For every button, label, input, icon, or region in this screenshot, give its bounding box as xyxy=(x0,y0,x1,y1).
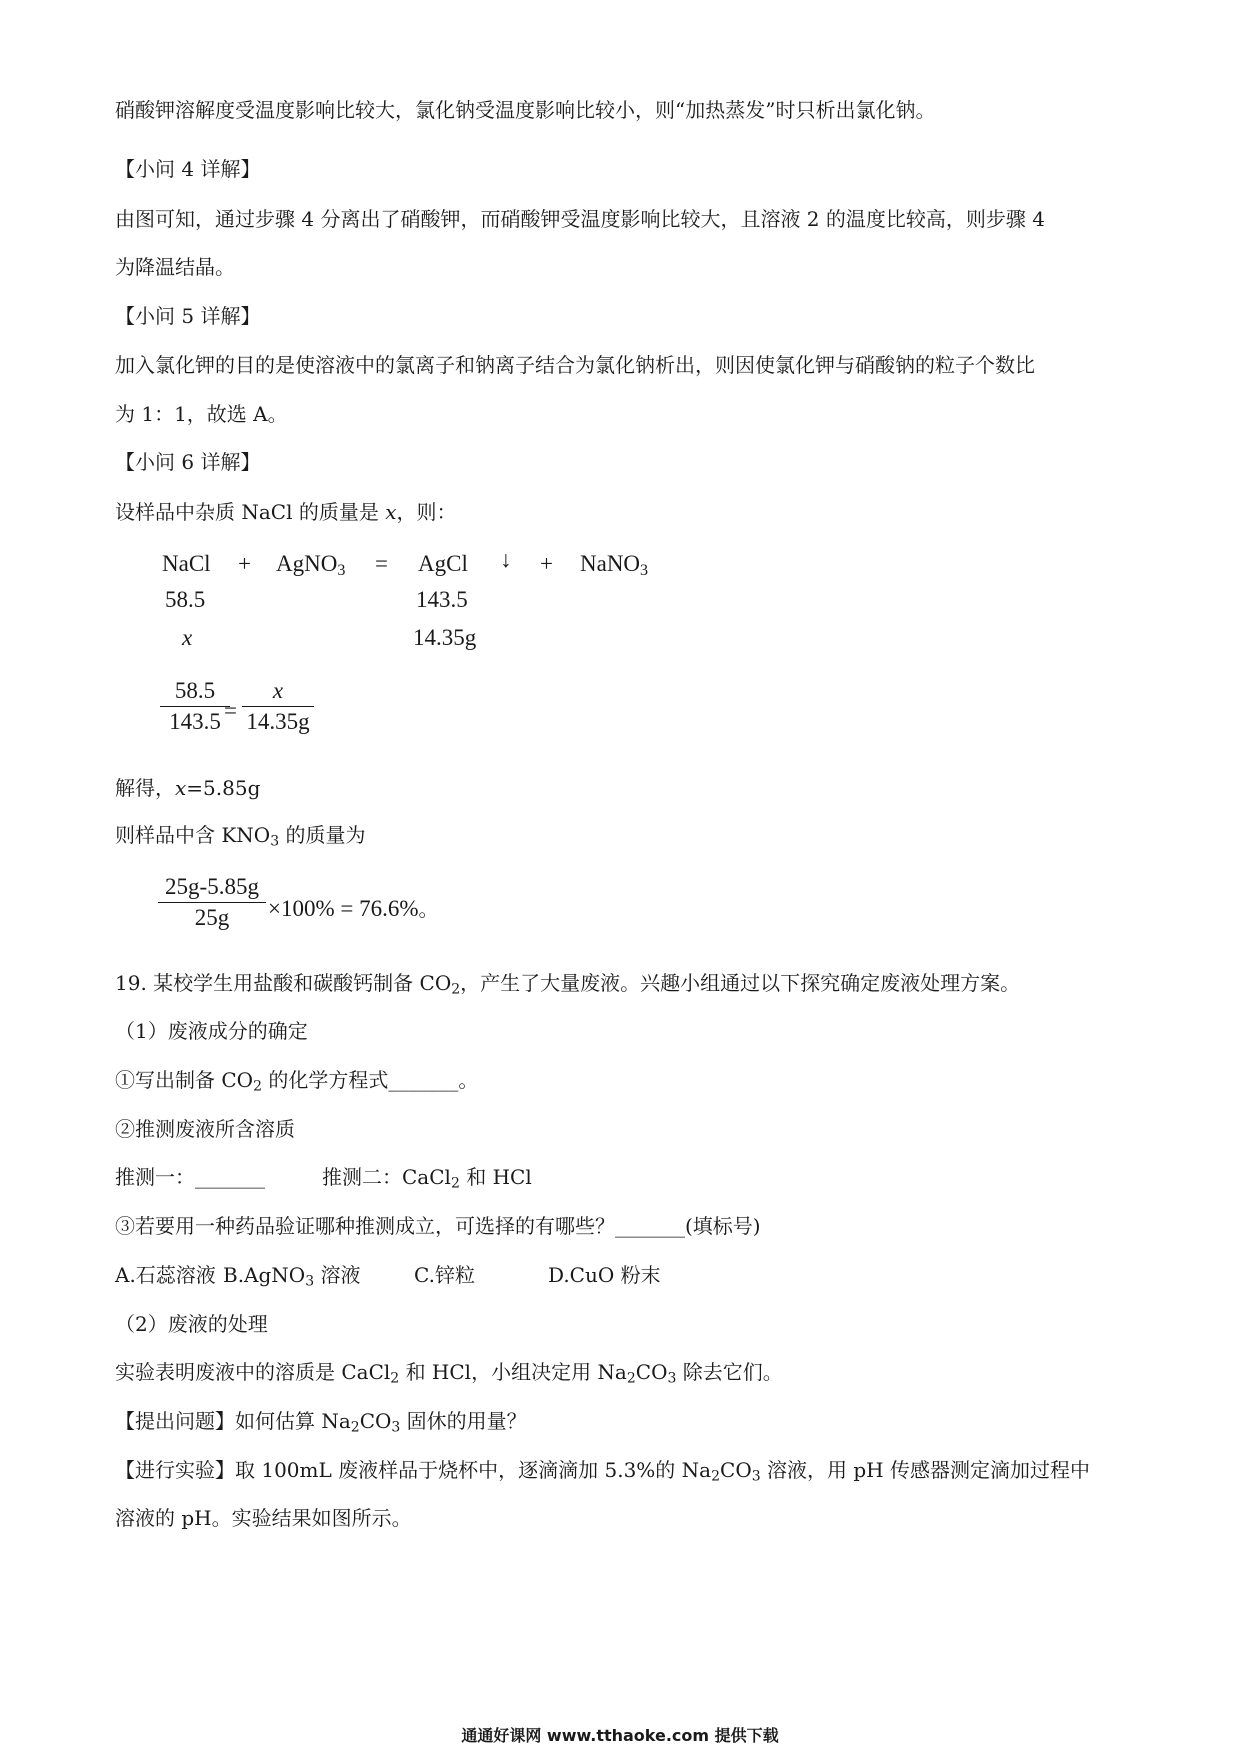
molar-mass-nacl: 58.5 xyxy=(165,587,206,612)
guess-one: 推测一：_______ xyxy=(115,1165,265,1189)
section-heading-q4: 【小问 4 详解】 xyxy=(115,157,261,181)
option-d: D.CuO 粉末 xyxy=(548,1263,661,1287)
text-line: 【提出问题】如何估算 $Na_2CO_3$ 固休的用量？ xyxy=(115,1409,527,1436)
section-heading-q6: 【小问 6 详解】 xyxy=(115,450,261,474)
unknown-x: x xyxy=(182,625,193,650)
percent-result: ×100% = 76.6%。 xyxy=(268,896,439,921)
equals-sign: = xyxy=(224,698,237,723)
text-line: 由图可知，通过步骤 4 分离出了硝酸钾，而硝酸钾受温度影响比较大，且溶液 2 的温度比较高，则步骤 4 xyxy=(115,207,1045,231)
text-line: ②推测废液所含溶质 xyxy=(115,1117,295,1141)
text-line: （1）废液成分的确定 xyxy=(115,1019,308,1043)
page-footer: 通通好课网 www.tthaoke.com 提供下载 xyxy=(461,1726,779,1745)
formula-agno3: AgNO$_3$ xyxy=(276,551,346,580)
equals-sign: = xyxy=(375,551,388,576)
text-line: 加入氯化钾的目的是使溶液中的氯离子和钠离子结合为氯化钠析出，则因使氯化钾与硝酸钠的粒子个数比 xyxy=(115,353,1035,377)
given-mass-agcl: 14.35g xyxy=(413,625,477,650)
text-line: （2）废液的处理 xyxy=(115,1312,268,1336)
text-line: 解得，x=5.85g xyxy=(115,776,261,800)
text-line: 【进行实验】取 100mL 废液样品于烧杯中，逐滴滴加 5.3%的 $Na_2CO_3$ 溶液，用 pH 传感器测定滴加过程中 xyxy=(115,1458,1090,1485)
plus-sign: + xyxy=(540,551,553,576)
option-a: A.石蕊溶液 xyxy=(115,1263,216,1287)
fraction: $\frac{58.5}{143.5}$ xyxy=(160,678,230,735)
fraction: $\frac{x}{14.35g}$ xyxy=(242,678,314,735)
formula-agcl: AgCl xyxy=(418,551,468,576)
question-19: 19. 某校学生用盐酸和碳酸钙制备 $CO_2$，产生了大量废液。兴趣小组通过以下探究确定废液处理方案。 xyxy=(115,971,1021,998)
text-line: 设样品中杂质 NaCl 的质量是 x，则： xyxy=(115,500,457,524)
text-line: 则样品中含 $KNO_3$ 的质量为 xyxy=(115,823,366,850)
precipitate-arrow-icon: ↓ xyxy=(500,547,512,572)
option-b: B.AgNO$_3$ 溶液 xyxy=(223,1263,361,1290)
text-line: 实验表明废液中的溶质是 CaCl$_2$ 和 HCl，小组决定用 $Na_2CO_3$ 除去它们。 xyxy=(115,1360,783,1387)
option-c: C.锌粒 xyxy=(414,1263,475,1287)
text-line: ①写出制备 $CO_2$ 的化学方程式_______。 xyxy=(115,1068,479,1095)
molar-mass-agcl: 143.5 xyxy=(416,587,468,612)
plus-sign: + xyxy=(238,551,251,576)
text-line: 硝酸钾溶解度受温度影响比较大，氯化钠受温度影响比较小，则“加热蒸发”时只析出氯化钠。 xyxy=(115,98,936,122)
text-line: 为降温结晶。 xyxy=(115,255,235,279)
text-line: 为 1：1，故选 A。 xyxy=(115,402,288,426)
text-line: 溶液的 pH。实验结果如图所示。 xyxy=(115,1506,412,1530)
formula-nano3: NaNO$_3$ xyxy=(580,551,649,580)
fraction: $\frac{25g-5.85g}{25g}$ xyxy=(158,874,266,931)
section-heading-q5: 【小问 5 详解】 xyxy=(115,304,261,328)
formula-nacl: NaCl xyxy=(162,551,211,576)
guess-two: 推测二：CaCl$_2$ 和 HCl xyxy=(322,1165,532,1192)
text-line: ③若要用一种药品验证哪种推测成立，可选择的有哪些？_______(填标号) xyxy=(115,1214,761,1238)
